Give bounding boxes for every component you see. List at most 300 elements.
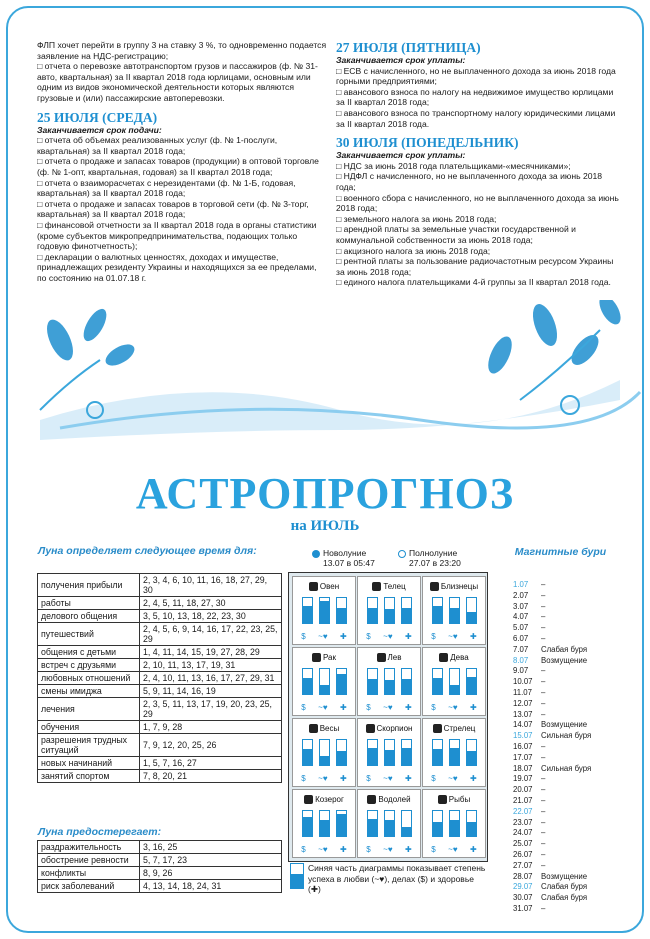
money-icon: $ [431, 774, 436, 783]
zodiac-cell [357, 789, 421, 858]
storm-status: – [541, 709, 546, 719]
table-key: обострение ревности [38, 854, 140, 867]
zodiac-bar-fill [433, 678, 442, 694]
storm-status: – [541, 677, 546, 687]
zodiac-footer [425, 845, 483, 854]
zodiac-cell [292, 576, 356, 645]
love-icon: ~♥ [383, 632, 393, 641]
zodiac-header [360, 721, 418, 735]
storm-date: 13.07 [513, 709, 533, 719]
love-icon: ~♥ [318, 632, 328, 641]
table-value: 4, 13, 14, 18, 24, 31 [140, 880, 282, 893]
storm-row [513, 807, 591, 818]
storm-status: – [541, 687, 546, 697]
new-moon-icon [312, 550, 320, 558]
storm-date: 14.07 [513, 720, 533, 730]
money-icon: $ [366, 774, 371, 783]
health-icon: ✚ [405, 845, 412, 854]
zodiac-header [295, 579, 353, 593]
health-icon: ✚ [340, 632, 347, 641]
zodiac-header [360, 650, 418, 664]
zodiac-bar-health [466, 668, 477, 695]
storm-date: 9.07 [513, 666, 529, 676]
love-icon: ~♥ [448, 703, 458, 712]
storm-row [513, 904, 591, 915]
section-item: □ авансового взноса по налогу на недвижимое имущество юрлицами за II квартал 2018 года; [336, 86, 614, 108]
table-key: работы [38, 597, 140, 610]
health-icon: ✚ [470, 703, 477, 712]
storm-date: 6.07 [513, 633, 529, 643]
table-key: раздражительность [38, 841, 140, 854]
zodiac-header [360, 792, 418, 806]
section-heading: 27 ИЮЛЯ (ПЯТНИЦА) [336, 40, 481, 55]
section-item: □ отчета о продаже и запасах товаров в торговой сети (ф. № 3-торг, квартальная) за II квартал 2018 года; [37, 198, 309, 220]
storm-row [513, 882, 591, 893]
zodiac-bar-fill [467, 751, 476, 765]
storms-list [513, 580, 591, 915]
table-key: встреч с друзьями [38, 659, 140, 672]
zodiac-bar-money [384, 739, 395, 766]
zodiac-bar-fill [320, 756, 329, 765]
zodiac-name: Лев [387, 652, 402, 662]
zodiac-name: Козерог [315, 794, 344, 804]
storm-row [513, 861, 591, 872]
storm-date: 25.07 [513, 839, 533, 849]
zodiac-cell [292, 789, 356, 858]
zodiac-bar-fill [402, 608, 411, 623]
storm-status: – [541, 623, 546, 633]
zodiac-bar-love [367, 668, 378, 695]
love-icon: ~♥ [383, 703, 393, 712]
zodiac-bar-health [466, 739, 477, 766]
zodiac-header [295, 721, 353, 735]
section-item: □ отчета об объемах реализованных услуг (ф. № 1-послуги, квартальная) за II квартал 2018 года; [37, 135, 278, 156]
money-icon: $ [366, 845, 371, 854]
zodiac-legend: Синяя часть диаграммы показывает степень успеха в любви (~♥), делах ($) и здоровье (✚) [290, 863, 488, 895]
zodiac-sign-icon [372, 582, 381, 591]
storm-date: 15.07 [513, 731, 533, 741]
table-row [38, 574, 282, 597]
storm-row [513, 699, 591, 710]
section-subheading: Заканчивается срок подачи: [37, 124, 162, 135]
table-key: получения прибыли [38, 574, 140, 597]
zodiac-bar-fill [337, 674, 346, 694]
table-row [38, 646, 282, 659]
storm-row [513, 893, 591, 904]
zodiac-bar-love [302, 739, 313, 766]
table-key: обучения [38, 721, 140, 734]
table-row [38, 841, 282, 854]
zodiac-footer [295, 845, 353, 854]
zodiac-footer [360, 703, 418, 712]
moon-good-table [37, 573, 282, 783]
storm-date: 4.07 [513, 612, 529, 622]
zodiac-bar-fill [385, 750, 394, 765]
money-icon: $ [301, 845, 306, 854]
storm-status: – [541, 580, 546, 589]
section-item: □ НДС за июнь 2018 года плательщиками-«месячниками»; [336, 160, 571, 171]
health-icon: ✚ [405, 703, 412, 712]
zodiac-bar-health [336, 597, 347, 624]
zodiac-bar-fill [402, 748, 411, 766]
zodiac-bar-health [401, 597, 412, 624]
section-item: □ рентной платы за пользование радиочастотным ресурсом Украины за июнь 2018 года; [336, 256, 614, 277]
table-row [38, 854, 282, 867]
zodiac-bar-money [384, 597, 395, 624]
table-value: 5, 7, 17, 23 [140, 854, 282, 867]
love-icon: ~♥ [318, 774, 328, 783]
storm-date: 11.07 [513, 687, 532, 697]
zodiac-bar-money [319, 668, 330, 695]
storm-date: 24.07 [513, 828, 533, 838]
zodiac-bar-money [384, 810, 395, 837]
left-column [37, 40, 327, 283]
storm-status: – [541, 860, 546, 870]
storm-date: 22.07 [513, 806, 533, 816]
zodiac-bar-fill [368, 679, 377, 694]
storm-status: – [541, 828, 546, 838]
money-icon: $ [301, 703, 306, 712]
zodiac-footer [425, 703, 483, 712]
storm-date: 31.07 [513, 903, 533, 913]
intro-paragraph: ФЛП хочет перейти в группу 3 на ставку 3 %, то одновременно подается заявление на НДС-регистрацию; [37, 40, 327, 61]
storm-date: 20.07 [513, 785, 533, 795]
storm-date: 3.07 [513, 601, 529, 611]
money-icon: $ [431, 703, 436, 712]
zodiac-bar-money [449, 810, 460, 837]
storm-row [513, 753, 591, 764]
storm-date: 16.07 [513, 741, 533, 751]
storm-date: 26.07 [513, 849, 533, 859]
moon-warn-table [37, 840, 282, 893]
zodiac-bar-health [466, 810, 477, 837]
zodiac-bar-fill [368, 819, 377, 837]
zodiac-footer [360, 845, 418, 854]
money-icon: $ [366, 632, 371, 641]
storm-status: Сильная буря [541, 763, 592, 773]
table-value: 2, 10, 11, 13, 17, 19, 31 [140, 659, 282, 672]
storm-status: – [541, 785, 546, 795]
zodiac-cell [422, 718, 486, 787]
zodiac-bar-fill [450, 748, 459, 766]
zodiac-header [425, 721, 483, 735]
zodiac-header [425, 579, 483, 593]
table-value: 1, 7, 9, 28 [140, 721, 282, 734]
storm-row [513, 774, 591, 785]
zodiac-bar-money [449, 739, 460, 766]
zodiac-sign-icon [309, 582, 318, 591]
zodiac-bar-health [336, 810, 347, 837]
zodiac-footer [360, 774, 418, 783]
storm-row [513, 656, 591, 667]
zodiac-sign-icon [367, 795, 376, 804]
money-icon: $ [301, 774, 306, 783]
moon-warn-heading: Луна предостерегает: [38, 826, 162, 838]
storm-status: – [541, 633, 546, 643]
storm-date: 28.07 [513, 871, 533, 881]
storm-date: 21.07 [513, 795, 533, 805]
zodiac-header [425, 650, 483, 664]
page-subtitle: на ИЮЛЬ [290, 518, 360, 534]
zodiac-bar-fill [337, 608, 346, 623]
storms-heading: Магнитные бури [514, 546, 607, 558]
table-row [38, 698, 282, 721]
storm-row [513, 580, 591, 591]
storm-status: – [541, 849, 546, 859]
storm-status: – [541, 590, 546, 600]
zodiac-bar-fill [433, 822, 442, 836]
table-row [38, 659, 282, 672]
moon-good-heading: Луна определяет следующее время для: [38, 545, 257, 557]
zodiac-bar-money [319, 739, 330, 766]
zodiac-sign-icon [309, 724, 318, 733]
zodiac-header [360, 579, 418, 593]
zodiac-bar-fill [450, 685, 459, 694]
intro-paragraph: □ отчета о перевозке автотранспортом грузов и пассажиров (ф. № 31-авто, квартальная) за II квартал 2018 года юрлицами, основным или одним из видов экономической деятельности которых являются грузовые и (или) пассажирские автоперевозки. [37, 61, 318, 103]
zodiac-cell [292, 647, 356, 716]
storm-row [513, 742, 591, 753]
zodiac-footer [425, 632, 483, 641]
zodiac-bar-money [449, 668, 460, 695]
zodiac-cell [422, 789, 486, 858]
zodiac-bar-fill [303, 606, 312, 624]
zodiac-sign-icon [439, 653, 448, 662]
love-icon: ~♥ [318, 845, 328, 854]
floral-decoration [0, 300, 650, 470]
new-moon: Новолуние 13.07 в 05:47 [312, 548, 375, 568]
zodiac-bar-health [336, 739, 347, 766]
love-icon: ~♥ [448, 774, 458, 783]
zodiac-bar-fill [320, 820, 329, 836]
table-key: любовных отношений [38, 672, 140, 685]
storm-status: – [541, 698, 546, 708]
storm-date: 17.07 [513, 752, 533, 762]
money-icon: $ [431, 632, 436, 641]
storm-status: Возмущение [541, 655, 588, 665]
zodiac-bar-fill [433, 749, 442, 765]
zodiac-bar-love [432, 810, 443, 837]
storm-date: 18.07 [513, 763, 533, 773]
table-value: 1, 4, 11, 14, 15, 19, 27, 28, 29 [140, 646, 282, 659]
zodiac-bar-health [401, 668, 412, 695]
storm-status: – [541, 752, 546, 762]
section-heading: 30 ИЮЛЯ (ПОНЕДЕЛЬНИК) [336, 135, 519, 151]
storm-date: 27.07 [513, 860, 533, 870]
zodiac-bar-love [432, 597, 443, 624]
section-item: □ арендной платы за земельные участки государственной и коммунальной собственности за июнь 2018 года; [336, 224, 576, 245]
storm-status: – [541, 612, 546, 622]
section-subheading: Заканчивается срок уплаты: [336, 150, 466, 161]
storm-status: – [541, 741, 546, 751]
storm-row [513, 872, 591, 883]
section-subheading: Заканчивается срок уплаты: [336, 55, 466, 65]
zodiac-sign-icon [312, 653, 321, 662]
storm-status: – [541, 666, 546, 676]
table-value: 2, 3, 5, 11, 13, 17, 19, 20, 23, 25, 29 [140, 698, 282, 721]
zodiac-bar-love [367, 810, 378, 837]
full-moon: Полнолуние 27.07 в 23:20 [398, 548, 461, 568]
section-item: □ отчета о продаже и запасах товаров (продукции) в оптовой торговле (ф. № 1-опт, квартальная, годовая) за II квартал 2018 года; [37, 156, 319, 177]
health-icon: ✚ [470, 845, 477, 854]
storm-row [513, 612, 591, 623]
storm-status: Возмущение [541, 871, 588, 881]
zodiac-bar-love [432, 739, 443, 766]
table-value: 7, 8, 20, 21 [140, 770, 282, 783]
section-item: □ НДФЛ с начисленного, но не выплаченного дохода за июнь 2018 года; [336, 171, 603, 192]
zodiac-bar-health [466, 597, 477, 624]
storm-row [513, 688, 591, 699]
storm-status: – [541, 601, 546, 611]
table-key: новых начинаний [38, 757, 140, 770]
health-icon: ✚ [340, 774, 347, 783]
zodiac-bar-fill [450, 820, 459, 836]
zodiac-footer [425, 774, 483, 783]
zodiac-bar-health [336, 668, 347, 695]
zodiac-footer [295, 774, 353, 783]
table-row [38, 757, 282, 770]
storm-row [513, 828, 591, 839]
zodiac-cell [422, 576, 486, 645]
love-icon: ~♥ [318, 703, 328, 712]
zodiac-cell [292, 718, 356, 787]
storm-row [513, 850, 591, 861]
money-icon: $ [301, 632, 306, 641]
storm-status: – [541, 774, 546, 784]
table-row [38, 672, 282, 685]
table-row [38, 623, 282, 646]
love-icon: ~♥ [383, 774, 393, 783]
zodiac-bar-fill [467, 677, 476, 695]
love-icon: ~♥ [383, 845, 393, 854]
table-value: 2, 4, 5, 11, 18, 27, 30 [140, 597, 282, 610]
storm-status: Сильная буря [541, 731, 592, 741]
health-icon: ✚ [470, 632, 477, 641]
zodiac-name: Стрелец [443, 723, 476, 733]
table-key: занятий спортом [38, 770, 140, 783]
zodiac-bar-fill [385, 680, 394, 694]
table-value: 1, 5, 7, 16, 27 [140, 757, 282, 770]
storm-row [513, 634, 591, 645]
zodiac-bar-fill [467, 612, 476, 623]
storm-date: 10.07 [513, 677, 533, 687]
storm-status: – [541, 839, 546, 849]
zodiac-bar-fill [433, 606, 442, 624]
zodiac-bar-health [401, 810, 412, 837]
storm-row [513, 720, 591, 731]
zodiac-name: Весы [319, 723, 340, 733]
zodiac-sign-icon [377, 653, 386, 662]
zodiac-bar-health [401, 739, 412, 766]
zodiac-bar-fill [450, 608, 459, 623]
zodiac-footer [360, 632, 418, 641]
section-item: □ отчета о взаиморасчетах с нерезидентами (ф. № 1-Б, годовая, квартальная) за II квартал 2018 года; [37, 177, 296, 199]
storm-date: 19.07 [513, 774, 533, 784]
storm-row [513, 839, 591, 850]
zodiac-name: Близнецы [440, 581, 479, 591]
storm-date: 5.07 [513, 623, 529, 633]
zodiac-cell [357, 576, 421, 645]
table-row [38, 610, 282, 623]
zodiac-sign-icon [433, 724, 442, 733]
zodiac-bar-money [319, 597, 330, 624]
zodiac-bar-money [319, 810, 330, 837]
table-key: разрешения трудных ситуаций [38, 734, 140, 757]
zodiac-bar-money [384, 668, 395, 695]
storm-date: 23.07 [513, 817, 533, 827]
page-title: АСТРОПРОГНОЗ [135, 469, 515, 518]
table-key: общения с детьми [38, 646, 140, 659]
zodiac-bar-fill [368, 608, 377, 623]
storm-row [513, 677, 591, 688]
zodiac-name: Рак [322, 652, 337, 662]
zodiac-sign-icon [438, 795, 447, 804]
table-key: лечения [38, 698, 140, 721]
love-icon: ~♥ [448, 632, 458, 641]
storm-status: – [541, 903, 546, 913]
zodiac-name: Рыбы [448, 794, 471, 804]
storm-row [513, 666, 591, 677]
table-row [38, 770, 282, 783]
zodiac-bar-fill [368, 748, 377, 766]
table-value: 5, 9, 11, 14, 16, 19 [140, 685, 282, 698]
zodiac-bar-fill [303, 817, 312, 836]
zodiac-chart [288, 572, 488, 862]
section-item: □ авансового взноса по транспортному налогу юридическими лицами за II квартал 2018 года. [336, 107, 616, 129]
storm-date: 12.07 [513, 698, 533, 708]
table-value: 7, 9, 12, 20, 25, 26 [140, 734, 282, 757]
zodiac-bar-love [367, 739, 378, 766]
zodiac-sign-icon [366, 724, 375, 733]
storm-status: – [541, 806, 546, 816]
table-key: риск заболеваний [38, 880, 140, 893]
table-key: смены имиджа [38, 685, 140, 698]
zodiac-cell [357, 647, 421, 716]
health-icon: ✚ [405, 632, 412, 641]
section-item: □ земельного налога за июнь 2018 года; [336, 213, 497, 224]
zodiac-bar-fill [320, 685, 329, 694]
love-icon: ~♥ [448, 845, 458, 854]
table-row [38, 734, 282, 757]
section-item: □ декларации о валютных ценностях, доходах и имуществе, принадлежащих резиденту Украины и находящихся за ее пределами, по состоянию на 01.07.18 г. [37, 251, 317, 283]
health-icon: ✚ [470, 774, 477, 783]
storm-date: 30.07 [513, 893, 533, 903]
storm-date: 7.07 [513, 644, 529, 654]
zodiac-sign-icon [304, 795, 313, 804]
storm-row [513, 731, 591, 742]
storm-row [513, 818, 591, 829]
storm-status: – [541, 795, 546, 805]
table-row [38, 867, 282, 880]
zodiac-header [295, 650, 353, 664]
storm-row [513, 764, 591, 775]
legend-swatch [290, 863, 304, 889]
section-items [37, 135, 327, 283]
table-row [38, 880, 282, 893]
zodiac-bar-fill [385, 820, 394, 836]
zodiac-cell [357, 718, 421, 787]
zodiac-sign-icon [430, 582, 439, 591]
section-item: □ единого налога плательщиками 4-й группы за II квартал 2018 года. [336, 277, 611, 288]
table-value: 8, 9, 26 [140, 867, 282, 880]
zodiac-name: Дева [450, 652, 469, 662]
zodiac-bar-fill [303, 749, 312, 765]
storm-date: 2.07 [513, 590, 529, 600]
table-key: путешествий [38, 623, 140, 646]
zodiac-name: Скорпион [376, 723, 413, 733]
table-value: 3, 16, 25 [140, 841, 282, 854]
storm-row [513, 623, 591, 634]
storm-row [513, 796, 591, 807]
